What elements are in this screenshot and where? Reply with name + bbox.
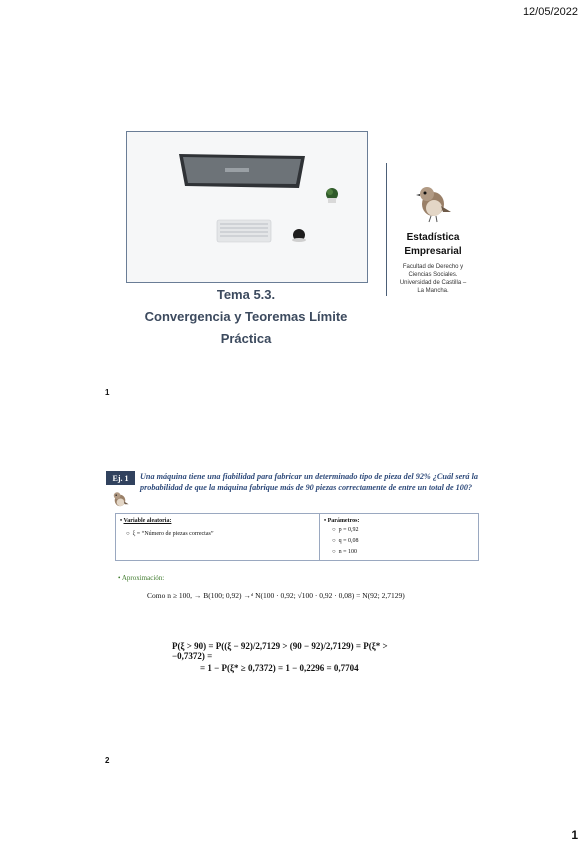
param-n: ○ n = 100: [332, 549, 358, 555]
variable-bullet: • Variable aleatoria:: [120, 518, 172, 524]
print-date: 12/05/2022: [522, 6, 578, 18]
affiliation: [393, 263, 473, 295]
param-value: n = 100: [338, 549, 358, 555]
title-line-1: Tema 5.3.: [216, 287, 276, 302]
affiliation-line: Universidad de Castilla –: [399, 280, 467, 286]
slide1-title: [126, 284, 366, 350]
desk-illustration: [127, 132, 367, 282]
affiliation-line: Ciencias Sociales.: [408, 272, 458, 278]
params-bullet: • Parámetros:: [324, 518, 360, 524]
params-heading: Parámetros:: [327, 518, 360, 524]
cover-photo: [126, 131, 368, 283]
slide-number-1: 1: [105, 388, 110, 397]
slide-number-2: 2: [105, 756, 110, 765]
variable-def-row: ○ ξ = “Número de piezas correctas”: [126, 531, 214, 537]
param-p: ○ p = 0,92: [332, 527, 359, 533]
exercise-question: Una máquina tiene una fiabilidad para fabricar un determinado tipo de pieza del 92% ¿Cuál será la probabilidad de que la máquina fabrique más de 90 piezas correctamente de entre un total de 100?: [140, 472, 478, 492]
box-divider: [319, 514, 320, 560]
variable-definition: ξ = “Número de piezas correctas”: [132, 531, 214, 537]
brand-title-line-2: Empresarial: [404, 246, 462, 257]
affiliation-line: Facultad de Derecho y: [402, 264, 464, 270]
param-q: ○ q = 0,08: [332, 538, 359, 544]
divider-line: [386, 163, 387, 296]
page-number: 1: [571, 828, 578, 842]
bird-small-icon: [110, 488, 130, 515]
equation-line-1: P(ξ > 90) = P((ξ − 92)/2,7129 > (90 − 92)/2,7129) = P(ξ* > −0,7372) =: [172, 641, 388, 661]
equation-line-2: = 1 − P(ξ* ≥ 0,7372) = 1 − 0,2296 = 0,7704: [200, 663, 359, 673]
exercise-badge: Ej. 1: [106, 471, 135, 485]
affiliation-line: La Mancha.: [417, 288, 449, 294]
title-line-2: Convergencia y Teoremas Límite: [144, 309, 348, 324]
param-value: p = 0,92: [338, 527, 359, 533]
brand-block: [393, 178, 473, 295]
variable-heading: Variable aleatoria:: [123, 518, 172, 524]
approximation-label: Aproximación:: [121, 574, 165, 582]
approximation-row: • Aproximación:: [118, 574, 165, 582]
title-line-3: Práctica: [220, 331, 272, 346]
param-value: q = 0,08: [338, 538, 359, 544]
brand-title-line-1: Estadística: [406, 232, 460, 243]
approximation-formula: Como n ≥ 100, → B(100; 0,92) →ᵈ N(100 · 0,92; √100 · 0,92 · 0,08) = N(92; 2,7129): [147, 591, 405, 600]
bird-logo: [413, 178, 453, 224]
data-box: [115, 513, 479, 561]
